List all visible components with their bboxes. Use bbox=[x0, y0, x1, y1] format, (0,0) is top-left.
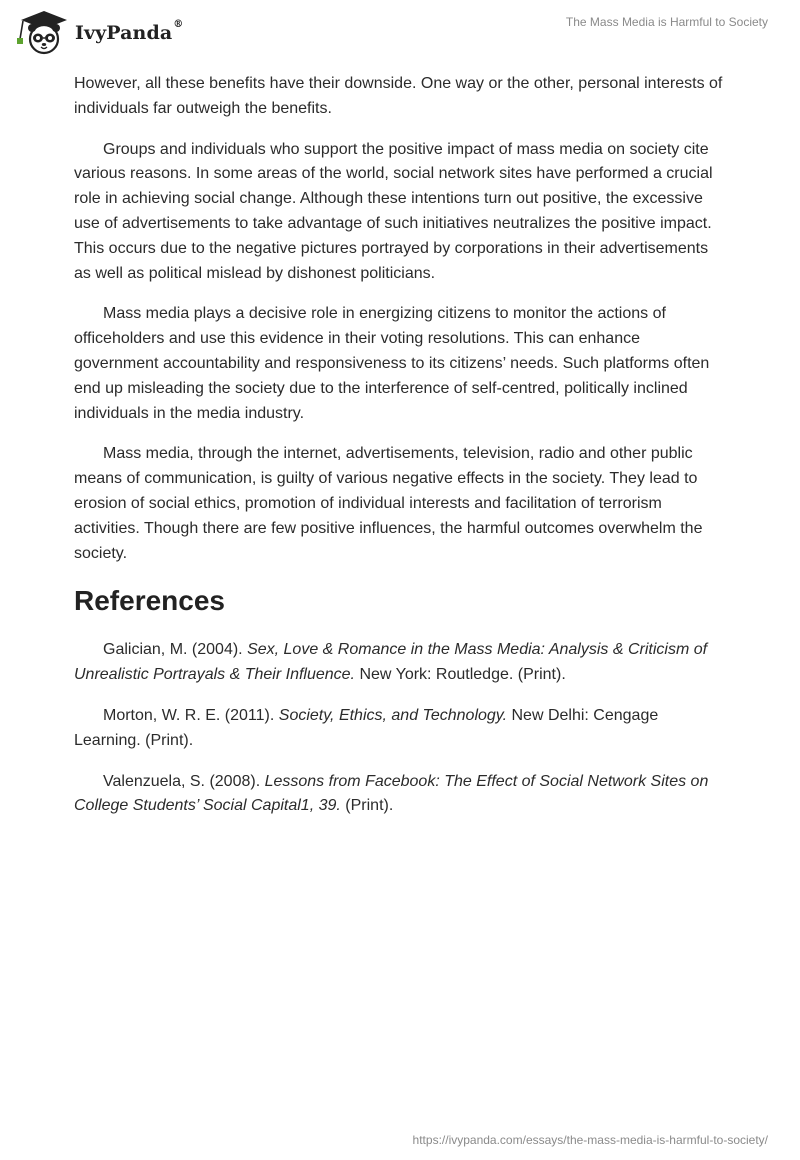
reference-item bbox=[74, 704, 726, 754]
document-title: The Mass Media is Harmful to Society bbox=[565, 15, 768, 29]
page-header bbox=[0, 0, 800, 62]
registered-mark: ® bbox=[173, 19, 184, 30]
body-paragraph: However, all these benefits have their downside. One way or the other, personal interests of individuals far outweigh the benefits. bbox=[74, 75, 723, 117]
reference-item bbox=[74, 770, 726, 820]
reference-publisher: New Delhi: Cengage Learning. (Print). bbox=[74, 706, 659, 749]
reference-author-year: Valenzuela, S. (2008). bbox=[103, 772, 265, 790]
reference-author-year: Morton, W. R. E. (2011). bbox=[103, 706, 279, 724]
source-url-link[interactable]: https://ivypanda.com/essays/the-mass-media-is-harmful-to-society/ bbox=[412, 1133, 768, 1147]
body-paragraph: Mass media plays a decisive role in energizing citizens to monitor the actions of officeholders and use this evidence in their voting resolutions. This can enhance government accountability and responsiveness to its citizens’ needs. Such platforms often end up misleading the society due to the interference of self-centred, politically inclined individuals in the media industry. bbox=[74, 305, 710, 422]
reference-item bbox=[74, 638, 726, 688]
body-paragraph: Mass media, through the internet, advertisements, television, radio and other public means of communication, is guilty of various negative effects in the society. They lead to erosion of social ethics, promotion of individual interests and facilitation of terrorism activities. Though there are few positive influences, the harmful outcomes overwhelm the society. bbox=[74, 445, 703, 562]
body-paragraph: Groups and individuals who support the positive impact of mass media on society cite various reasons. In some areas of the world, social network sites have performed a crucial role in achieving social change. Although these intentions turn out positive, the excessive use of advertisements to take advantage of such initiatives neutralizes the positive impact. This occurs due to the negative pictures portrayed by corporations in their advertisements as well as political mislead by dishonest politicians. bbox=[74, 140, 713, 282]
reference-title: Sex, Love & Romance in the Mass Media: Analysis & Criticism of Unrealistic Portrayals & Their Influence. bbox=[74, 641, 708, 684]
brand-name: IvyPanda® bbox=[75, 19, 184, 44]
reference-author-year: Galician, M. (2004). bbox=[103, 641, 248, 659]
reference-publisher: New York: Routledge. (Print). bbox=[355, 666, 566, 684]
reference-title: Society, Ethics, and Technology. bbox=[278, 706, 508, 724]
reference-title: Lessons from Facebook: The Effect of Social Network Sites on College Students’ Social Capital1, 39. bbox=[74, 772, 709, 815]
panda-graduate-icon bbox=[15, 9, 73, 55]
essay-content bbox=[74, 72, 726, 835]
reference-publisher: (Print). bbox=[340, 797, 394, 815]
references-heading: References bbox=[74, 585, 225, 617]
ivypanda-logo[interactable] bbox=[15, 9, 183, 55]
